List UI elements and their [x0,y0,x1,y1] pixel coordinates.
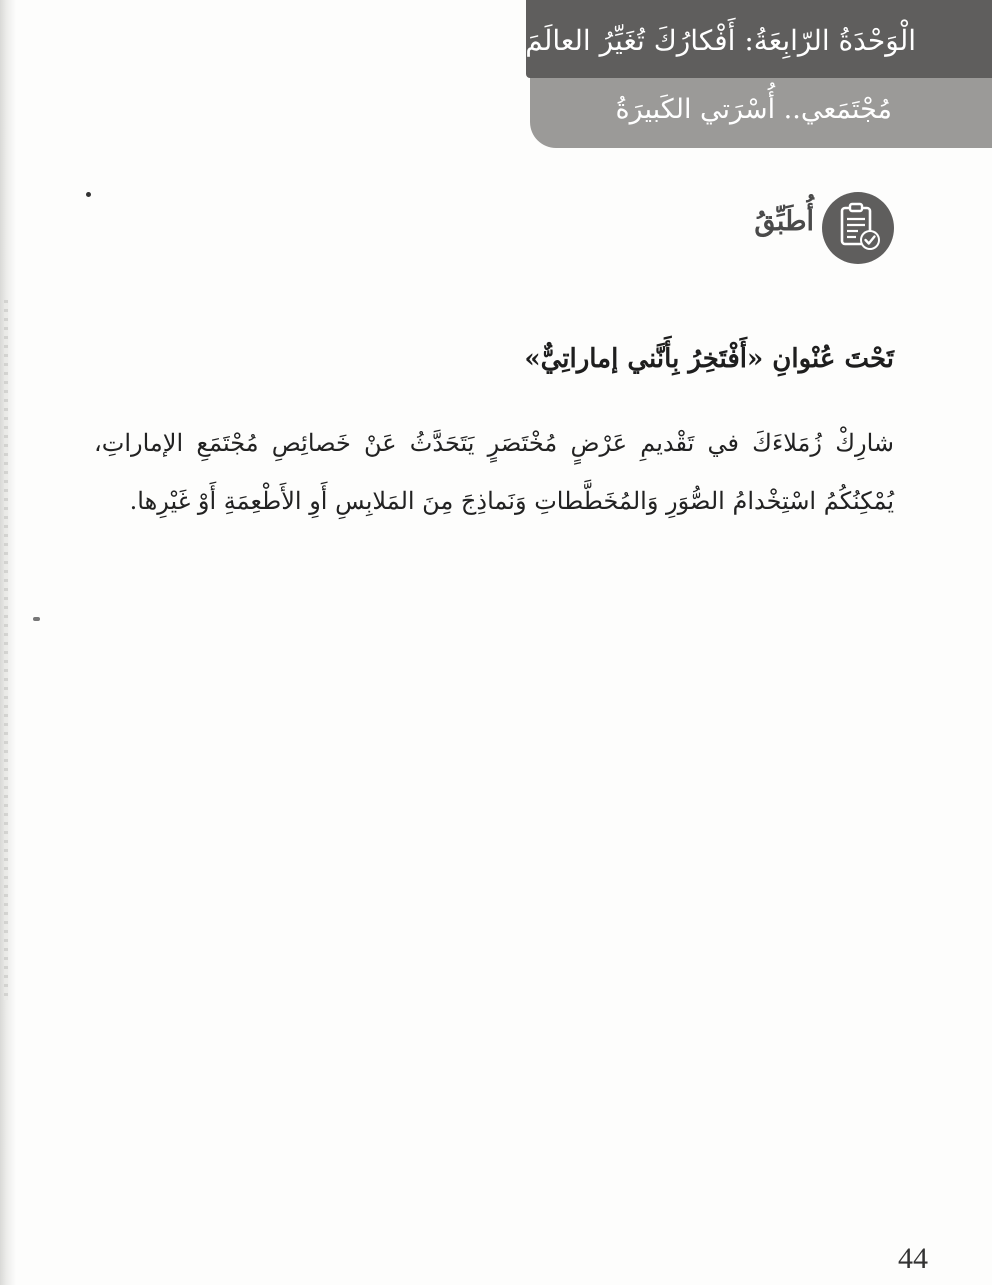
task-body-paragraph: شارِكْ زُمَلاءَكَ في تَقْديمِ عَرْضٍ مُخْتَصَرٍ يَتَحَدَّثُ عَنْ خَصائِصِ مُجْتَمَعِ الإماراتِ، يُمْكِنُكُمُ اسْتِخْدامُ الصُّوَرِ وَالمُخَطَّطاتِ وَنَماذِجَ مِنَ المَلابِسِ أَوِ الأَطْعِمَةِ أَوْ غَيْرِها. [94,429,894,515]
task-heading: تَحْتَ عُنْوانِ «أَفْتَخِرُ بِأَنَّني إماراتِيٌّ» [524,344,894,374]
page-binding-edge [0,0,16,1285]
section-label-apply: أُطَبِّقُ [754,206,814,237]
binding-shadow [4,300,8,1000]
ink-speck [86,192,91,197]
ink-speck-small [33,617,40,621]
unit-title: الْوَحْدَةُ الرّابِعَةُ: أَفْكارُكَ تُغَيِّرُ العالَمَ [525,24,916,57]
clipboard-check-icon [822,192,894,264]
page-number: 44 [898,1242,928,1275]
lesson-title: مُجْتَمَعي.. أُسْرَتي الكَبيرَةُ [615,94,892,125]
